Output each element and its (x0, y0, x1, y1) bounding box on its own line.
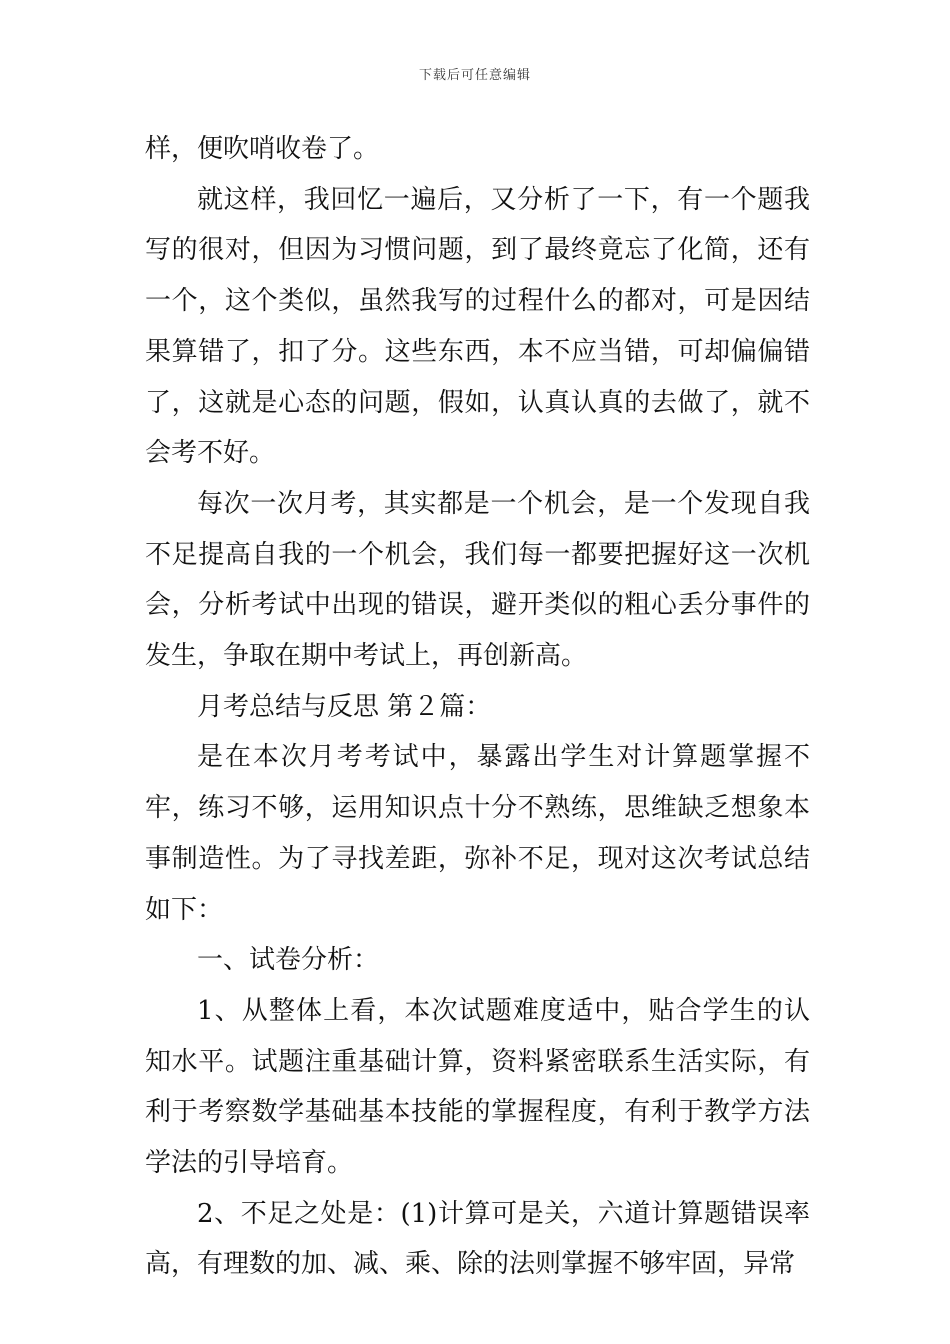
paragraph: 是在本次月考考试中，暴露出学生对计算题掌握不牢，练习不够，运用知识点十分不熟练，思维缺乏想象本事制造性。为了寻找差距，弥补不足，现对这次考试总结如下： (145, 742, 810, 925)
paragraph: 就这样，我回忆一遍后，又分析了一下，有一个题我写的很对，但因为习惯问题，到了最终竟忘了化简，还有一个，这个类似，虽然我写的过程什么的都对，可是因结果算错了，扣了分。这些东西，本不应当错，可却偏偏错了，这就是心态的问题，假如，认真认真的去做了，就不会考不好。 (145, 184, 810, 469)
section-heading: 月考总结与反思 第２篇： (197, 691, 492, 722)
paragraph: 2、不足之处是：(1)计算可是关，六道计算题错误率高，有理数的加、减、乘、除的法则掌握不够牢固，异常 (145, 1198, 810, 1280)
paragraph: 1、从整体上看，本次试题难度适中，贴合学生的认知水平。试题注重基础计算，资料紧密联系生活实际，有利于考察数学基础基本技能的掌握程度，有利于教学方法学法的引导培育。 (145, 995, 810, 1179)
paragraph: 每次一次月考，其实都是一个机会，是一个发现自我不足提高自我的一个机会，我们每一都要把握好这一次机会，分析考试中出现的错误，避开类似的粗心丢分事件的发生，争取在期中考试上，再创新高。 (145, 488, 810, 672)
page-header: 下载后可任意编辑 (418, 68, 531, 83)
section-heading: 一、试卷分析： (197, 945, 380, 976)
paragraph: 样，便吹哨收卷了。 (145, 134, 380, 164)
document-body (145, 124, 810, 1290)
